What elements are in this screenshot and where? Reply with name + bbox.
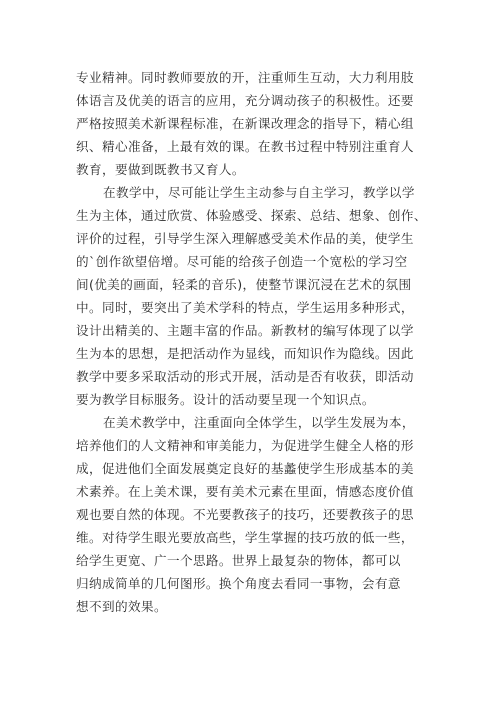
text-line: 术素养。在上美术课，要有美术元素在里面，情感态度价值 [76,484,414,499]
text-line: 在美术教学中，注重面向全体学生，以学生发展为本， [103,415,415,430]
text-line: 严格按照美术新课程标准，在新课改理念的指导下，精心组 [76,116,414,131]
text-line: 评价的过程，引导学生深入理解感受美术作品的美，使学生 [76,231,414,246]
text-line: 教学中要多采取活动的形式开展，活动是否有收获，即活动 [76,369,414,384]
text-line: 培养他们的人文精神和审美能力，为促进学生健全人格的形 [76,438,414,453]
document-body [76,66,428,618]
text-line: 归纳成简单的几何图形。换个角度去看同一事物，会有意 [76,576,401,591]
text-line: 设计出精美的、主题丰富的作品。新教材的编写体现了以学 [76,323,414,338]
text-line: 中。同时，要突出了美术学科的特点，学生运用多种形式， [76,300,414,315]
text-line: 织、精心准备，上最有效的课。在教书过程中特别注重育人 [76,139,414,154]
text-line: 在教学中，尽可能让学生主动参与自主学习，教学以学 [103,185,415,200]
text-line: 成，促进他们全面发展奠定良好的基蠡使学生形成基本的美 [76,461,414,476]
paragraph-2 [76,181,428,411]
text-line: 想不到的效果。 [76,599,167,614]
text-line: 体语言及优美的语言的应用，充分调动孩子的积极性。还要 [76,93,414,108]
text-line: 观也要自然的体现。不光要教孩子的技巧，还要教孩子的思 [76,507,414,522]
text-line: 生为主体，通过欣赏、体验感受、探索、总结、想象、创作、 [76,208,427,223]
paragraph-3 [76,411,428,618]
text-line: 教育，要做到既教书又育人。 [76,162,245,177]
text-line: 生为本的思想，是把活动作为显线，而知识作为隐线。因此 [76,346,414,361]
text-line: 的`创作欲望倍增。尽可能的给孩子创造一个宽松的学习空 [76,254,408,269]
paragraph-1 [76,66,428,181]
text-line: 给学生更宽、广一个思路。世界上最复杂的物体，都可以 [76,553,401,568]
text-line: 维。对待学生眼光要放高些，学生掌握的技巧放的低一些， [76,530,414,545]
text-line: 间(优美的画面，轻柔的音乐)，使整节课沉浸在艺术的氛围 [76,277,412,292]
text-line: 专业精神。同时教师要放的开，注重师生互动，大力利用肢 [76,70,414,85]
text-line: 要为教学目标服务。设计的活动要呈现一个知识点。 [76,392,375,407]
